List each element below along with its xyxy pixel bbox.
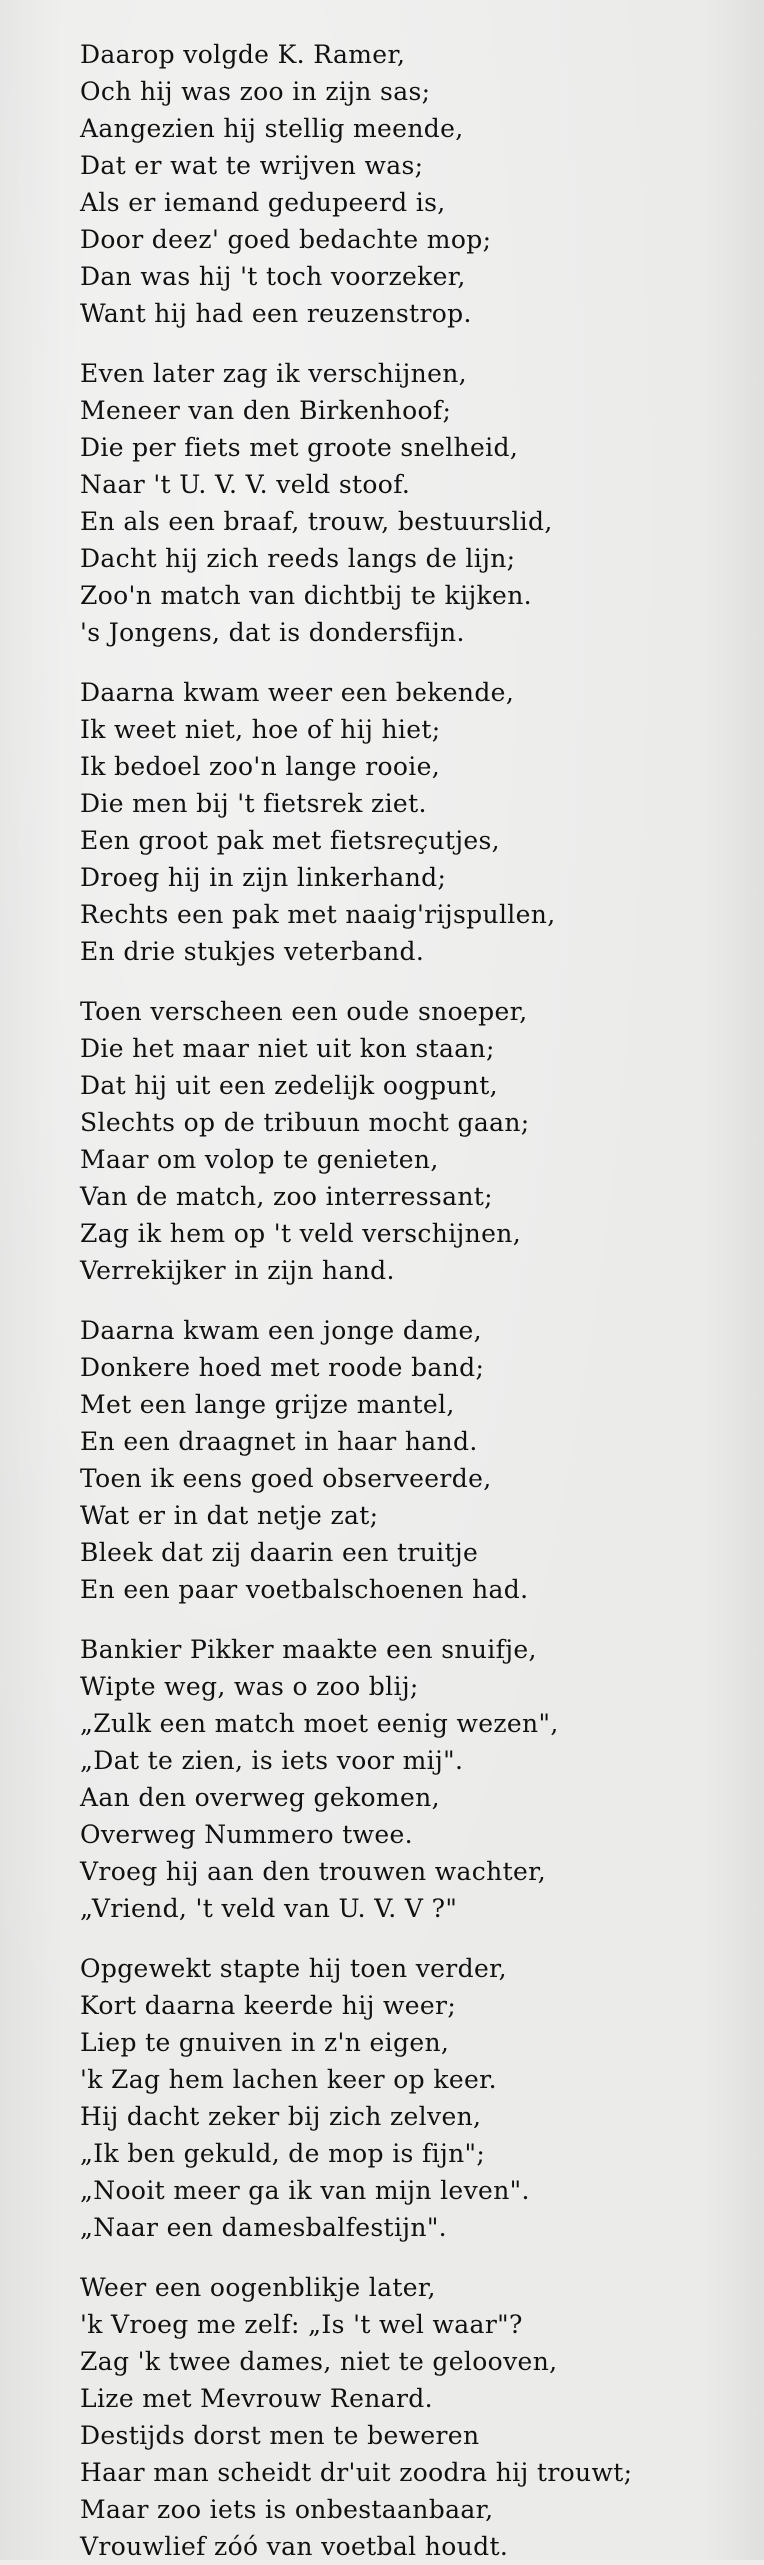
verse-line: Hij dacht zeker bij zich zelven, [80,2102,482,2131]
verse-line: Als er iemand gedupeerd is, [80,188,446,217]
verse-line: Daarna kwam weer een bekende, [80,678,515,707]
verse-line: Och hij was zoo in zijn sas; [80,77,431,106]
verse-line: Vrouwlief zóó van voetbal houdt. [80,2532,509,2561]
stanza-2 [80,355,724,651]
verse-line: Destijds dorst men te beweren [80,2421,480,2450]
verse-line: Droeg hij in zijn linkerhand; [80,863,447,892]
verse-line: „Naar een damesbalfestijn". [80,2213,447,2242]
verse-line: Daarna kwam een jonge dame, [80,1316,482,1345]
verse-line: 'k Vroeg me zelf: „Is 't wel waar"? [80,2310,523,2339]
verse-line: Meneer van den Birkenhoof; [80,396,452,425]
verse-line: Toen ik eens goed observeerde, [80,1464,492,1493]
verse-line: En als een braaf, trouw, bestuurslid, [80,507,553,536]
verse-line: Bankier Pikker maakte een snuifje, [80,1635,537,1664]
verse-line: „Zulk een match moet eenig wezen", [80,1709,559,1738]
verse-line: Die per fiets met groote snelheid, [80,433,519,462]
verse-line: Van de match, zoo interressant; [80,1182,493,1211]
verse-line: Ik bedoel zoo'n lange rooie, [80,752,441,781]
verse-line: Dat hij uit een zedelijk oogpunt, [80,1071,498,1100]
verse-line: Die men bij 't fietsrek ziet. [80,789,427,818]
verse-line: Maar om volop te genieten, [80,1145,439,1174]
verse-line: En een draagnet in haar hand. [80,1427,478,1456]
verse-line: Zag ik hem op 't veld verschijnen, [80,1219,521,1248]
verse-line: En een paar voetbalschoenen had. [80,1575,529,1604]
verse-line: Even later zag ik verschijnen, [80,359,467,388]
verse-line: Dan was hij 't toch voorzeker, [80,262,466,291]
verse-line: Verrekijker in zijn hand. [80,1256,395,1285]
verse-line: Daarop volgde K. Ramer, [80,40,406,69]
verse-line: Dacht hij zich reeds langs de lijn; [80,544,516,573]
verse-line: Lize met Mevrouw Renard. [80,2384,433,2413]
stanza-7 [80,1950,724,2246]
stanza-3 [80,674,724,970]
stanza-5 [80,1312,724,1608]
verse-line: Haar man scheidt dr'uit zoodra hij trouwt; [80,2458,633,2487]
verse-line: Aangezien hij stellig meende, [80,114,464,143]
verse-line: Die het maar niet uit kon staan; [80,1034,495,1063]
verse-line: 's Jongens, dat is dondersfijn. [80,618,465,647]
verse-line: Ik weet niet, hoe of hij hiet; [80,715,441,744]
verse-line: Met een lange grijze mantel, [80,1390,455,1419]
verse-line: Rechts een pak met naaig'rijspullen, [80,900,556,929]
poem [80,36,724,2565]
verse-line: Maar zoo iets is onbestaanbaar, [80,2495,494,2524]
verse-line: Kort daarna keerde hij weer; [80,1991,457,2020]
verse-line: Liep te gnuiven in z'n eigen, [80,2028,450,2057]
verse-line: 'k Zag hem lachen keer op keer. [80,2065,497,2094]
verse-line: Weer een oogenblikje later, [80,2273,436,2302]
verse-line: Dat er wat te wrijven was; [80,151,424,180]
verse-line: Wat er in dat netje zat; [80,1501,379,1530]
verse-line: Donkere hoed met roode band; [80,1353,485,1382]
verse-line: Zoo'n match van dichtbij te kijken. [80,581,532,610]
verse-line: „Vriend, 't veld van U. V. V ?" [80,1894,458,1923]
verse-line: „Ik ben gekuld, de mop is fijn"; [80,2139,486,2168]
stanza-8 [80,2269,724,2565]
stanza-1 [80,36,724,332]
verse-line: Slechts op de tribuun mocht gaan; [80,1108,530,1137]
verse-line: Een groot pak met fietsreçutjes, [80,826,500,855]
verse-line: Opgewekt stapte hij toen verder, [80,1954,507,1983]
verse-line: Want hij had een reuzenstrop. [80,299,472,328]
verse-line: „Nooit meer ga ik van mijn leven". [80,2176,530,2205]
verse-line: Overweg Nummero twee. [80,1820,413,1849]
verse-line: Naar 't U. V. V. veld stoof. [80,470,411,499]
verse-line: Bleek dat zij daarin een truitje [80,1538,479,1567]
verse-line: En drie stukjes veterband. [80,937,425,966]
verse-line: „Dat te zien, is iets voor mij". [80,1746,464,1775]
stanza-6 [80,1631,724,1927]
verse-line: Door deez' goed bedachte mop; [80,225,492,254]
verse-line: Toen verscheen een oude snoeper, [80,997,528,1026]
verse-line: Vroeg hij aan den trouwen wachter, [80,1857,546,1886]
verse-line: Wipte weg, was o zoo blij; [80,1672,419,1701]
verse-line: Aan den overweg gekomen, [80,1783,440,1812]
verse-line: Zag 'k twee dames, niet te gelooven, [80,2347,558,2376]
stanza-4 [80,993,724,1289]
